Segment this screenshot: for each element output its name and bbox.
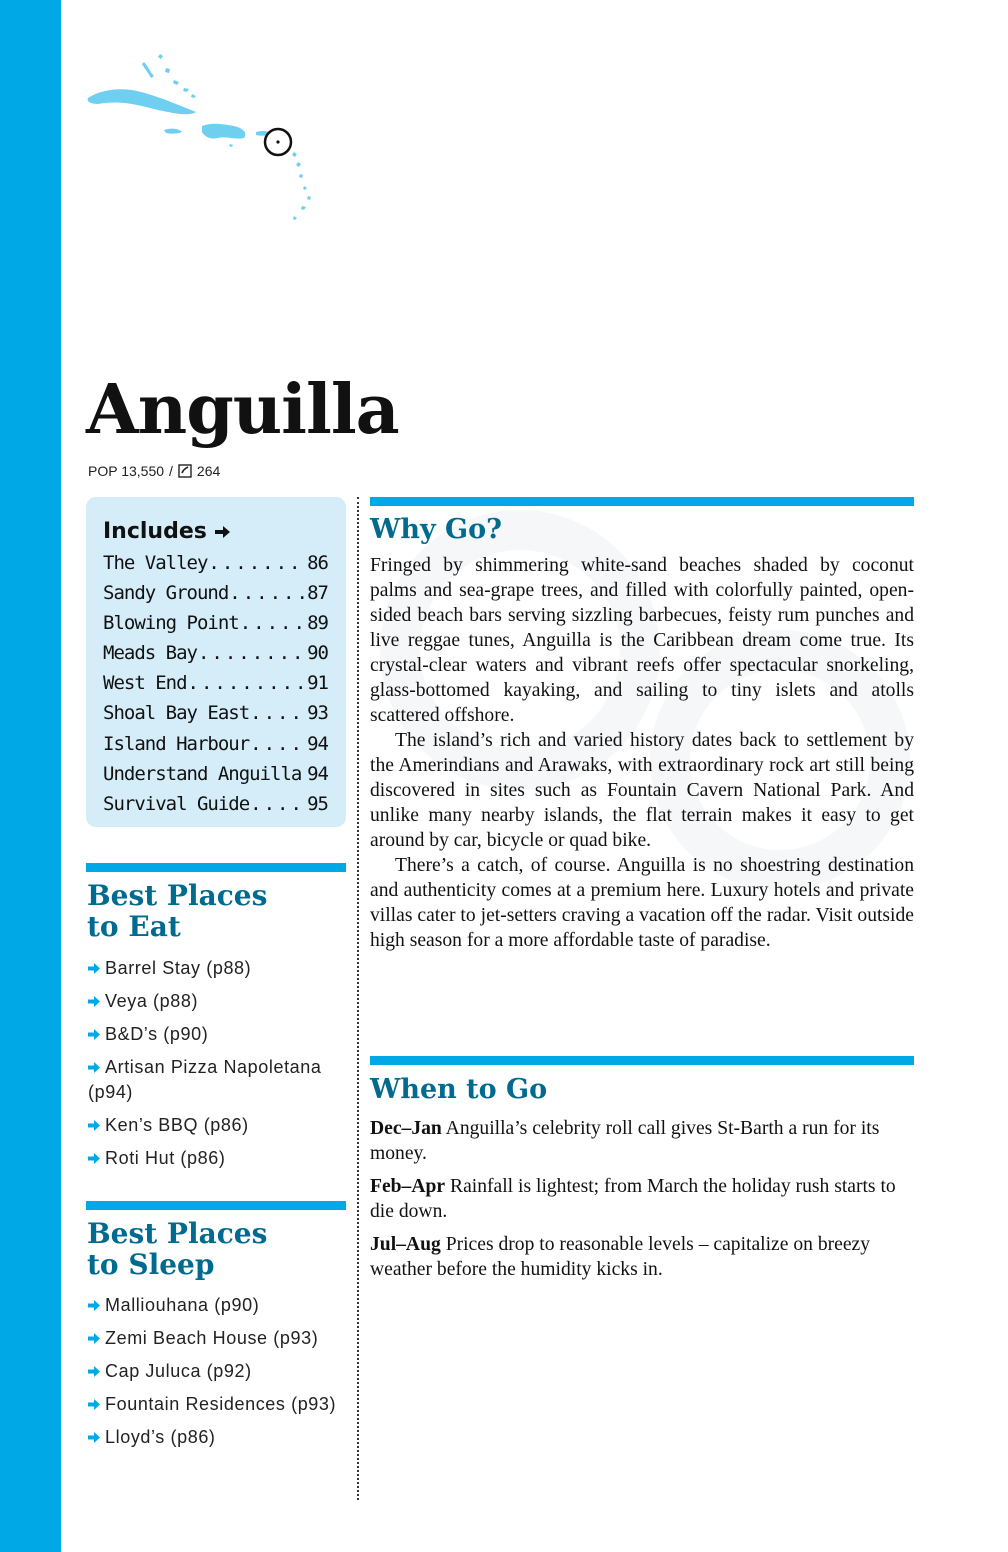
includes-item-name: The Valley xyxy=(103,552,208,574)
page-title: Anguilla xyxy=(86,370,399,450)
arrow-right-icon xyxy=(88,1153,101,1164)
arrow-right-icon xyxy=(88,963,101,974)
list-item[interactable]: Ken’s BBQ (p86) xyxy=(88,1113,350,1138)
includes-item-name: West End xyxy=(103,672,187,695)
includes-item[interactable] xyxy=(103,698,328,728)
includes-item[interactable] xyxy=(103,548,328,578)
section-rule xyxy=(86,1201,346,1210)
includes-item-name: Shoal Bay East xyxy=(103,702,250,725)
includes-item[interactable] xyxy=(103,759,328,789)
includes-item[interactable] xyxy=(103,638,328,668)
includes-item-name: Sandy Ground xyxy=(103,582,229,605)
best-eat-list xyxy=(88,956,350,1179)
season-entry xyxy=(370,1232,914,1282)
arrow-right-icon xyxy=(88,1062,101,1073)
cuba-shape xyxy=(88,89,196,114)
lesser-antilles-shape xyxy=(292,152,311,220)
list-item[interactable]: Roti Hut (p86) xyxy=(88,1146,350,1171)
section-rule xyxy=(370,1056,914,1065)
season-period: Feb–Apr xyxy=(370,1176,446,1197)
phone-icon xyxy=(178,464,192,478)
includes-item-name: Understand Anguilla xyxy=(103,762,302,785)
population-label: POP 13,550 xyxy=(88,463,165,479)
arrow-right-icon xyxy=(88,1432,101,1443)
phone-code: 264 xyxy=(196,463,221,479)
season-text: Rainfall is lightest; from March the holiday rush starts to die down. xyxy=(370,1176,896,1222)
section-rule xyxy=(370,497,914,506)
list-item[interactable]: Fountain Residences (p93) xyxy=(88,1392,350,1417)
arrow-right-icon xyxy=(88,1120,101,1131)
when-to-go-list xyxy=(370,1116,914,1290)
includes-heading: Includes xyxy=(103,519,328,544)
list-item[interactable]: B&D’s (p90) xyxy=(88,1022,350,1047)
arrow-right-icon xyxy=(88,1399,101,1410)
season-period: Dec–Jan xyxy=(370,1118,442,1139)
arrow-right-icon xyxy=(88,1366,101,1377)
includes-item[interactable] xyxy=(103,608,328,638)
season-entry xyxy=(370,1174,914,1224)
section-rule xyxy=(86,863,346,872)
arrow-right-icon xyxy=(215,525,231,539)
when-to-go-heading: When to Go xyxy=(370,1074,548,1105)
hispaniola-shape xyxy=(202,124,245,139)
includes-item-page: 94 xyxy=(307,732,328,755)
season-text: Prices drop to reasonable levels – capitalize on breezy weather before the humidity kicks in. xyxy=(370,1234,871,1280)
separator: / xyxy=(169,463,173,479)
why-go-heading: Why Go? xyxy=(370,514,502,545)
includes-item-page: 93 xyxy=(307,702,328,725)
paragraph: The island’s rich and varied history dates back to settlement by the Amerindians and Arawaks, with extraordinary rock art still being discovered in sites such as Fountain Cavern National Park. And unlike many nearby islands, the flat terrain makes it easy to get around by car, bicycle or quad bike. xyxy=(370,730,914,851)
includes-box xyxy=(86,497,346,827)
list-item[interactable]: Cap Juluca (p92) xyxy=(88,1359,350,1384)
includes-item-page: 94 xyxy=(307,762,328,785)
paragraph: There’s a catch, of course. Anguilla is no shoestring destination and authenticity comes at a premium here. Luxury hotels and private villas cater to jet-setters craving a vacation off the radar. Visit outside high season for a more affordable taste of paradise. xyxy=(370,855,914,951)
arrow-right-icon xyxy=(88,1029,101,1040)
includes-item-page: 91 xyxy=(307,672,328,695)
left-color-bar xyxy=(0,0,61,1552)
includes-item-name: Blowing Point xyxy=(103,612,239,635)
list-item[interactable]: Lloyd’s (p86) xyxy=(88,1425,350,1450)
includes-item-page: 89 xyxy=(307,612,328,635)
season-period: Jul–Aug xyxy=(370,1234,441,1255)
season-text: Anguilla’s celebrity roll call gives St-Barth a run for its money. xyxy=(370,1118,880,1164)
list-item[interactable]: Veya (p88) xyxy=(88,989,350,1014)
arrow-right-icon xyxy=(88,1333,101,1344)
includes-item-page: 90 xyxy=(307,642,328,665)
arrow-right-icon xyxy=(88,1300,101,1311)
arrow-right-icon xyxy=(88,996,101,1007)
best-sleep-list xyxy=(88,1293,350,1458)
includes-item[interactable] xyxy=(103,729,328,759)
includes-item-name: Survival Guide xyxy=(103,792,250,815)
includes-item-page: 87 xyxy=(307,582,328,605)
list-item[interactable]: Artisan Pizza Napoletana (p94) xyxy=(88,1057,322,1102)
includes-item-page: 95 xyxy=(307,792,328,815)
includes-item[interactable] xyxy=(103,578,328,608)
why-go-body xyxy=(370,553,914,953)
population-line xyxy=(88,463,220,479)
bahamas-shape xyxy=(142,54,196,98)
best-eat-heading: Best Places to Eat xyxy=(87,879,268,943)
includes-item-name: Island Harbour xyxy=(103,732,250,755)
includes-item[interactable] xyxy=(103,668,328,698)
list-item[interactable]: Barrel Stay (p88) xyxy=(88,956,350,981)
includes-item-page: 86 xyxy=(307,552,328,574)
paragraph: Fringed by shimmering white-sand beaches shaded by coconut palms and sea-grape trees, and filled with colorfully painted, open-sided beach bars serving sizzling barbecues, feisty rum punches and live reggae tunes, Anguilla is the Caribbean dream come true. Its crystal-clear waters and vibrant reefs offer spectacular snorkeling, glass-bottomed kayaking, and sailing to tiny islets and atolls scattered offshore. xyxy=(370,555,914,726)
caribbean-locator-map xyxy=(80,40,340,230)
includes-item-name: Meads Bay xyxy=(103,642,197,665)
list-item[interactable]: Malliouhana (p90) xyxy=(88,1293,350,1318)
jamaica-shape xyxy=(164,129,182,134)
includes-item[interactable] xyxy=(103,789,328,819)
season-entry xyxy=(370,1116,914,1166)
best-sleep-heading: Best Places to Sleep xyxy=(87,1217,268,1281)
list-item[interactable]: Zemi Beach House (p93) xyxy=(88,1326,350,1351)
column-divider xyxy=(357,497,359,1500)
